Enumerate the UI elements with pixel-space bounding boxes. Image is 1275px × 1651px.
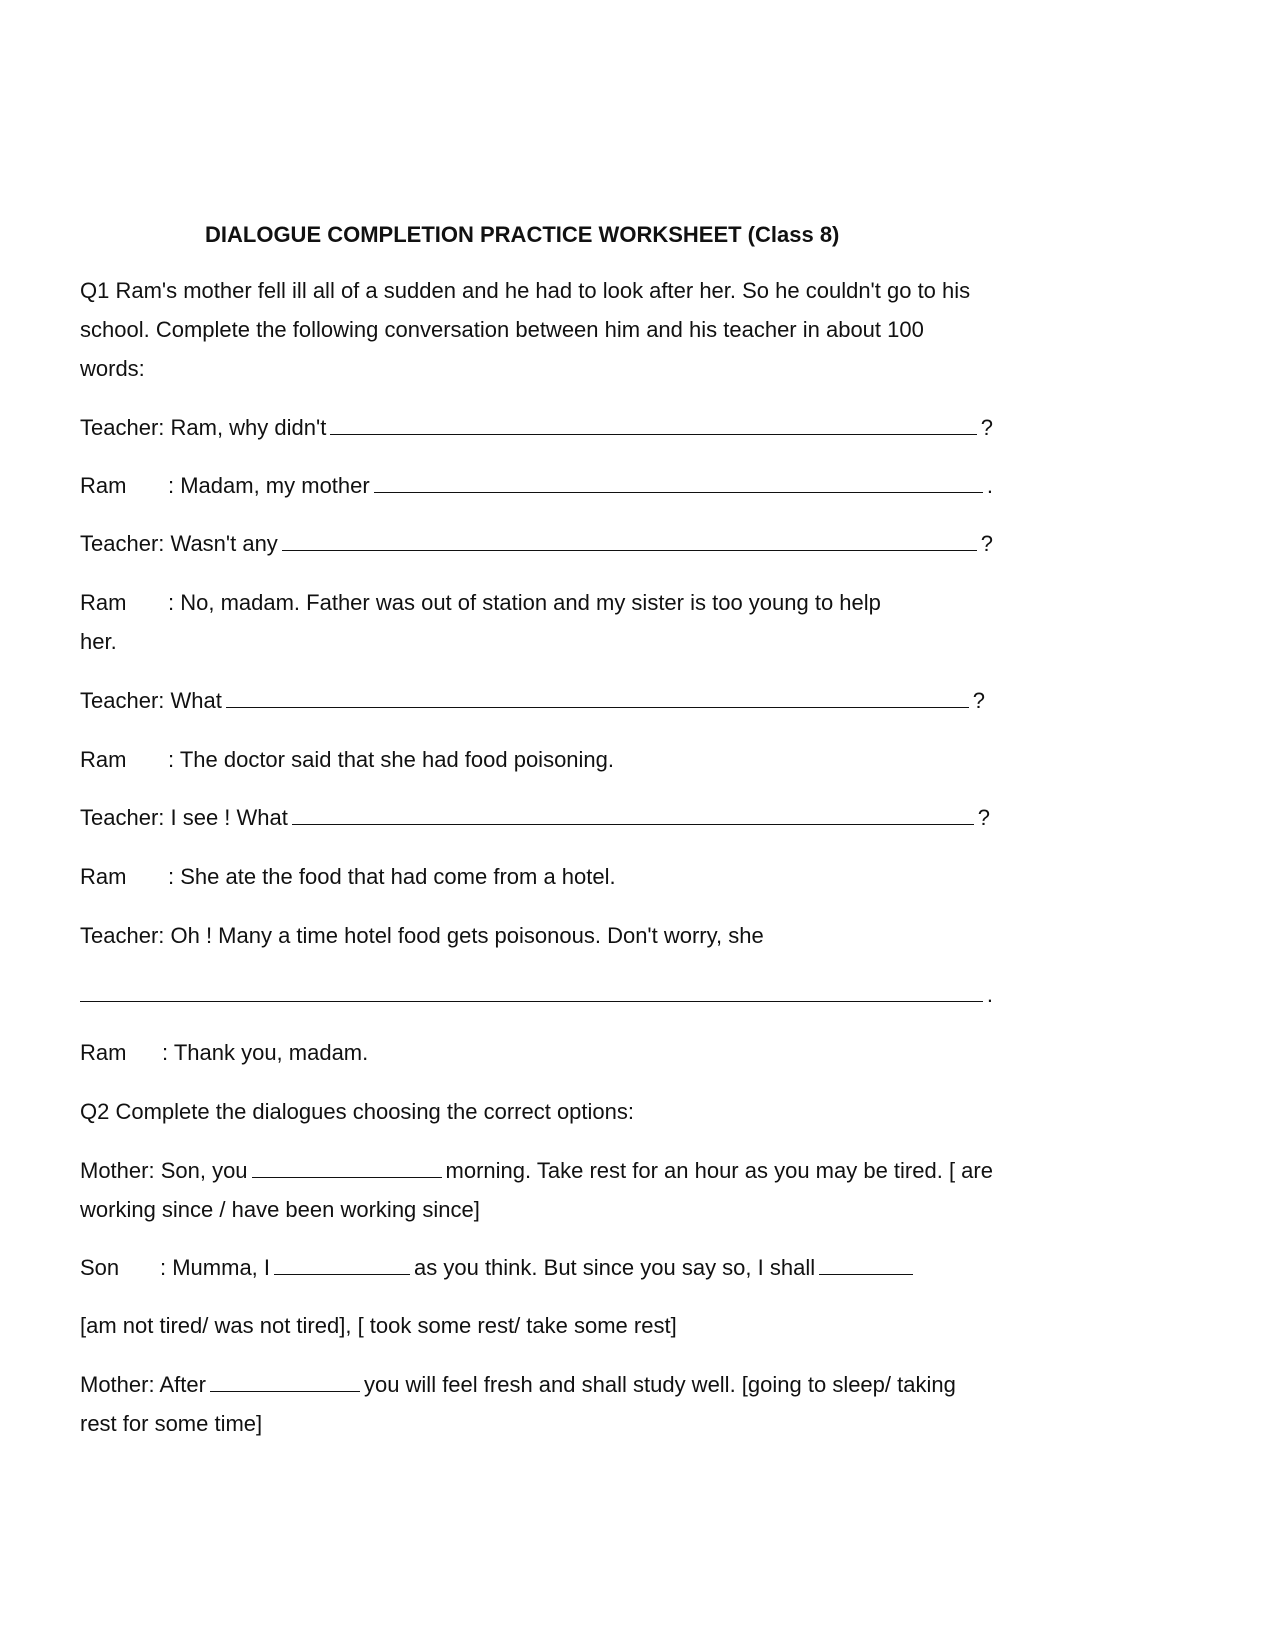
dialogue-prefix: Mother: Son, you: [80, 1158, 248, 1183]
dialogue-continuation: working since / have been working since]: [80, 1197, 480, 1222]
dialogue-suffix: ?: [972, 688, 985, 713]
dialogue-suffix: .: [986, 982, 993, 1007]
dialogue-line-ram: [80, 747, 614, 777]
dialogue-suffix: ?: [980, 531, 993, 556]
dialogue-answer-line: [80, 982, 993, 1012]
dialogue-text: : Thank you, madam.: [162, 1040, 369, 1065]
answer-blank[interactable]: [292, 806, 974, 825]
dialogue-suffix: you will feel fresh and shall study well. [going to sleep/ taking: [363, 1372, 956, 1397]
dialogue-suffix: .: [986, 473, 993, 498]
q1-text-line: Q1 Ram's mother fell ill all of a sudden and he had to look after her. So he couldn't go to his: [80, 278, 971, 303]
dialogue-line-ram: [80, 864, 616, 894]
dialogue-line-teacher: [80, 688, 985, 718]
dialogue-prefix: Teacher: Wasn't any: [80, 531, 278, 556]
dialogue-suffix: ?: [980, 415, 993, 440]
speaker-label: Ram: [80, 473, 127, 498]
answer-blank[interactable]: [80, 983, 983, 1002]
dialogue-line-ram: [80, 1040, 368, 1070]
q2-dialogue-mother: [80, 1158, 993, 1188]
dialogue-suffix: morning. Take rest for an hour as you may be tired. [ are: [445, 1158, 993, 1183]
dialogue-line-teacher: [80, 805, 990, 835]
answer-blank[interactable]: [819, 1256, 913, 1275]
answer-blank[interactable]: [226, 689, 969, 708]
answer-blank[interactable]: [374, 474, 983, 493]
dialogue-line-teacher: [80, 531, 993, 561]
q2-dialogue-mother: [80, 1372, 956, 1402]
dialogue-line-teacher: Teacher: Oh ! Many a time hotel food gets poisonous. Don't worry, she: [80, 923, 764, 948]
dialogue-prefix: Teacher: Ram, why didn't: [80, 415, 327, 440]
speaker-label: Ram: [80, 747, 127, 772]
answer-blank[interactable]: [282, 532, 977, 551]
q1-text-line: words:: [80, 356, 145, 381]
worksheet-title: DIALOGUE COMPLETION PRACTICE WORKSHEET (Class 8): [205, 222, 840, 247]
dialogue-prefix: : Mumma, I: [160, 1255, 271, 1280]
dialogue-text: : She ate the food that had come from a hotel.: [168, 864, 616, 889]
dialogue-text: : The doctor said that she had food poisoning.: [168, 747, 615, 772]
answer-blank[interactable]: [330, 416, 976, 435]
dialogue-continuation: rest for some time]: [80, 1411, 263, 1436]
dialogue-middle: as you think. But since you say so, I shall: [414, 1255, 816, 1280]
dialogue-line-ram: [80, 473, 993, 503]
speaker-label: Ram: [80, 1040, 127, 1065]
dialogue-text: : No, madam. Father was out of station and my sister is too young to help: [168, 590, 881, 615]
options-line: [am not tired/ was not tired], [ took some rest/ take some rest]: [80, 1313, 677, 1338]
q1-text-line: school. Complete the following conversation between him and his teacher in about 100: [80, 317, 924, 342]
dialogue-prefix: Teacher: I see ! What: [80, 805, 288, 830]
dialogue-prefix: Teacher: What: [80, 688, 222, 713]
dialogue-line-teacher: [80, 415, 993, 445]
dialogue-continuation: her.: [80, 629, 117, 654]
speaker-label: Ram: [80, 590, 127, 615]
answer-blank[interactable]: [274, 1256, 410, 1275]
dialogue-prefix: : Madam, my mother: [168, 473, 370, 498]
dialogue-prefix: Mother: After: [80, 1372, 206, 1397]
answer-blank[interactable]: [210, 1373, 360, 1392]
q2-dialogue-son: [80, 1255, 917, 1285]
dialogue-suffix: ?: [977, 805, 990, 830]
q2-heading: Q2 Complete the dialogues choosing the correct options:: [80, 1099, 634, 1124]
answer-blank[interactable]: [252, 1159, 442, 1178]
speaker-label: Ram: [80, 864, 127, 889]
dialogue-line-ram: [80, 590, 881, 620]
speaker-label: Son: [80, 1255, 120, 1280]
